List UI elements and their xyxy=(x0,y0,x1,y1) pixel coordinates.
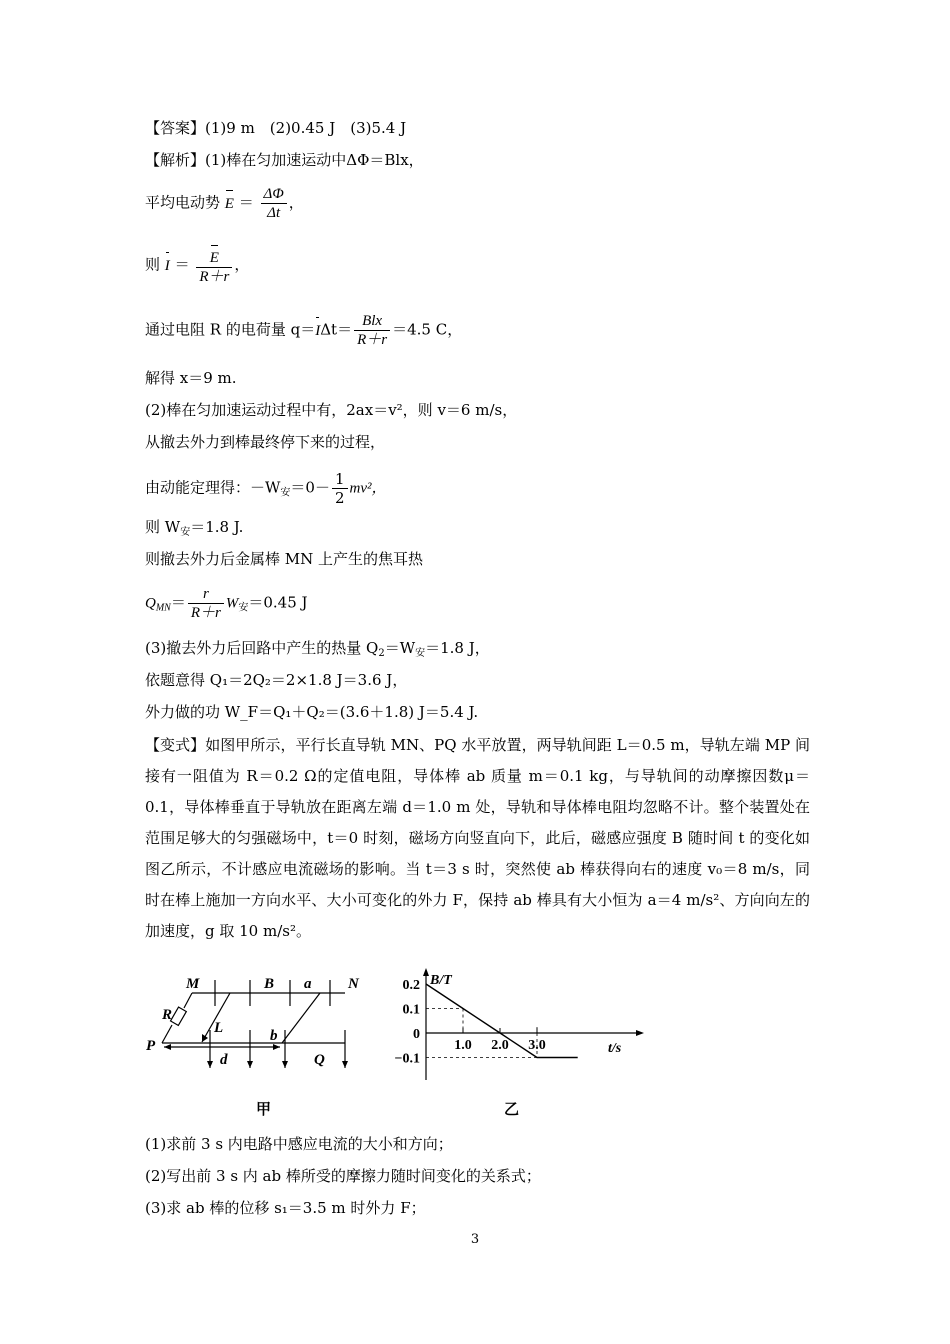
solution-line-12 xyxy=(145,638,490,664)
arrowhead xyxy=(282,1061,288,1068)
arrowhead xyxy=(164,1044,171,1050)
subscript: 安 xyxy=(280,487,291,499)
frac-denominator: R＋r xyxy=(196,267,232,286)
frac-numerator: 1 xyxy=(334,470,345,488)
solution-line-4 xyxy=(145,312,462,349)
fraction-dphi-dt xyxy=(261,185,287,222)
frac-numerator: E xyxy=(210,245,219,267)
figure-bt-graph xyxy=(378,962,658,1082)
y-axis-label: B/T xyxy=(430,973,452,988)
charge-label: 通过电阻 R 的电荷量 q＝ xyxy=(145,320,316,339)
answer-text: (1)9 m (2)0.45 J (3)5.4 J xyxy=(205,119,407,137)
x-tick-label: 3.0 xyxy=(528,1038,546,1053)
page-number: 3 xyxy=(470,1232,480,1247)
fraction-e-r xyxy=(196,245,232,286)
answer-line xyxy=(145,118,406,138)
label-r: R xyxy=(162,1007,173,1023)
y-tick-label: −0.1 xyxy=(394,1051,420,1067)
work-symbol: W xyxy=(225,595,239,612)
figure-rails-diagram xyxy=(140,968,380,1078)
arrowhead xyxy=(342,1061,348,1068)
solution-line-7: 从撤去外力到棒最终停下来的过程， xyxy=(145,433,386,451)
variant-text: 如图甲所示，平行长直导轨 MN、PQ 水平放置，两导轨间距 L＝0.5 m，导轨左端 MP 间接有一阻值为 R＝0.2 Ω的定值电阻，导体棒 ab 质量 m＝0.1 kg，与导轨间的动摩擦因数μ＝0.1，导体棒垂直于导轨放在距离左端 d＝1.0 m 处，导轨和导体棒电阻均忽略不计。整个装置处在范围足够大的匀强磁场中，t＝0 时刻，磁场方向竖直向下，此后，磁感应强度 B 随时间 t 的变化如图乙所示，不计感应电流磁场的影响。当 t＝3 s 时，突然使 ab 棒获得向右的速度 v₀＝8 m/s，同时在棒上施加一方向水平、大小可变化的外力 F，保持 ab 棒具有大小恒为 a＝4 m/s²、方向向左的加速度，g 取 10 m/s²。 xyxy=(145,736,810,940)
label-n: N xyxy=(348,976,359,992)
work-label: 则 W xyxy=(145,518,181,536)
equation-mid: ＝W xyxy=(384,639,416,657)
solution-tag: 【解析】 xyxy=(145,151,206,169)
resistor-r xyxy=(171,1007,187,1025)
emf-average-symbol: E xyxy=(225,190,234,214)
answer-tag: 【答案】 xyxy=(145,119,206,137)
solution-text-1: (1)棒在匀加速运动中ΔΦ＝Blx， xyxy=(205,151,424,169)
question-3: (3)求 ab 棒的位移 s₁＝3.5 m 时外力 F； xyxy=(145,1199,426,1217)
solution-line-1 xyxy=(145,150,424,170)
y-tick-label: 0.1 xyxy=(402,1002,420,1018)
part3-text: (3)撤去外力后回路中产生的热量 Q xyxy=(145,639,379,657)
label-b-field: B xyxy=(264,976,275,992)
label-m: M xyxy=(186,976,200,992)
solution-line-9 xyxy=(145,517,243,543)
fraction-half xyxy=(332,470,348,507)
label-a: a xyxy=(304,976,312,992)
current-average-symbol: I xyxy=(315,317,320,341)
question-2: (2)写出前 3 s 内 ab 棒所受的摩擦力随时间变化的关系式； xyxy=(145,1167,541,1185)
solution-line-8 xyxy=(145,470,387,507)
punct: ， xyxy=(288,193,304,212)
charge-result: ＝4.5 C， xyxy=(392,320,463,339)
arrowhead xyxy=(207,1061,213,1068)
solution-line-13: 依题意得 Q₁＝2Q₂＝2×1.8 J＝3.6 J， xyxy=(145,671,408,689)
frac-denominator: R＋r xyxy=(188,603,224,622)
equals-sign: ＝ xyxy=(238,193,254,212)
fraction-blx xyxy=(354,312,390,349)
x-axis-arrow xyxy=(636,1030,644,1036)
solution-line-5: 解得 x＝9 m. xyxy=(145,369,237,387)
rod-ab xyxy=(282,993,320,1043)
variant-paragraph xyxy=(145,730,810,947)
figure-b-caption: 乙 xyxy=(504,1100,520,1118)
arrowhead xyxy=(202,1034,208,1042)
subscript: 2 xyxy=(378,648,385,659)
solution-line-10: 则撤去外力后金属棒 MN 上产生的焦耳热 xyxy=(145,550,424,568)
current-average-symbol: I xyxy=(165,252,170,276)
wire-mp-bottom xyxy=(162,1025,172,1043)
energy-theorem-label: 由动能定理得：－W xyxy=(145,478,281,497)
y-tick-label: 0.2 xyxy=(402,978,420,993)
question-1: (1)求前 3 s 内电路中感应电流的大小和方向； xyxy=(145,1135,453,1153)
y-tick-label: 0 xyxy=(413,1027,420,1042)
arrowhead xyxy=(247,1061,253,1068)
kinetic-energy: mv²， xyxy=(349,480,387,497)
arrowhead xyxy=(273,1044,280,1050)
label-d: d xyxy=(220,1052,228,1068)
y-axis-arrow xyxy=(423,968,429,976)
frac-denominator: Δt xyxy=(261,203,287,222)
x-tick-label: 2.0 xyxy=(491,1038,509,1053)
solution-line-14: 外力做的功 W_F＝Q₁＋Q₂＝(3.6＋1.8) J＝5.4 J. xyxy=(145,703,479,721)
solution-line-6: (2)棒在匀加速运动过程中有，2ax＝v²，则 v＝6 m/s， xyxy=(145,401,518,419)
solution-line-11 xyxy=(145,585,308,622)
frac-numerator: Blx xyxy=(362,313,383,329)
frac-denominator: 2 xyxy=(332,488,348,507)
equation-mid: ＝0－ xyxy=(290,478,330,497)
label-q: Q xyxy=(314,1052,325,1068)
avg-emf-label: 平均电动势 xyxy=(145,193,221,212)
then-label: 则 xyxy=(145,255,161,274)
solution-line-3 xyxy=(145,245,249,286)
heat-value: ＝0.45 J xyxy=(248,593,308,612)
x-tick-label: 1.0 xyxy=(454,1038,472,1053)
solution-line-2 xyxy=(145,185,304,222)
subscript: 安 xyxy=(238,602,249,614)
label-p: P xyxy=(146,1038,156,1054)
heat-value: ＝1.8 J， xyxy=(425,639,490,657)
delta-t: Δt＝ xyxy=(320,320,353,339)
work-value: ＝1.8 J. xyxy=(190,518,244,536)
subscript: MN xyxy=(155,602,171,614)
wire-mp-top xyxy=(184,993,192,1008)
punct: ， xyxy=(234,255,250,274)
frac-denominator: R＋r xyxy=(354,330,390,349)
subscript: 安 xyxy=(180,527,191,538)
label-l: L xyxy=(214,1020,224,1036)
variant-tag: 【变式】 xyxy=(145,736,206,754)
label-b-rod: b xyxy=(270,1028,278,1044)
frac-numerator: r xyxy=(202,586,209,602)
frac-numerator: ΔΦ xyxy=(263,186,284,202)
subscript: 安 xyxy=(415,648,426,659)
figure-a-caption: 甲 xyxy=(256,1100,272,1118)
x-axis-label: t/s xyxy=(608,1041,622,1056)
equals-sign: ＝ xyxy=(170,593,186,612)
equals-sign: ＝ xyxy=(174,255,190,274)
fraction-r-rr xyxy=(188,585,224,622)
heat-symbol: Q xyxy=(145,595,156,612)
